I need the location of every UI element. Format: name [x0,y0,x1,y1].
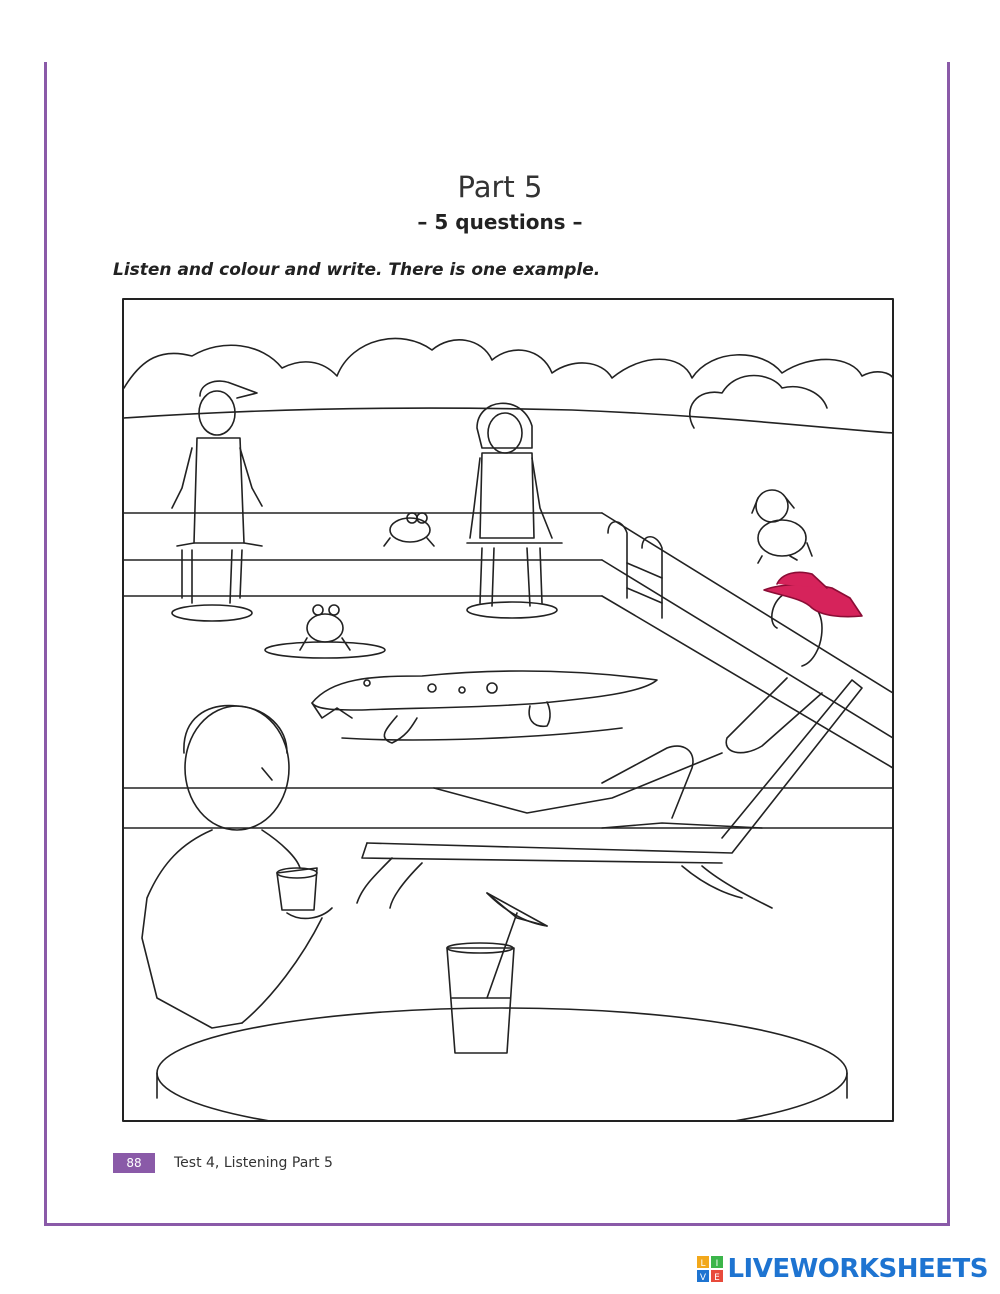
liveworksheets-logo-icon [697,1256,723,1282]
page-number-badge: 88 [113,1153,155,1173]
red-hat [764,584,862,616]
clouds [124,338,893,388]
frog-in-water [265,605,385,658]
logo-letter: E [714,1273,721,1282]
pool-scene-illustration[interactable] [122,298,894,1122]
logo-letter: V [700,1273,707,1282]
woman-on-lounger [357,593,862,908]
girl-sitting [467,403,562,618]
brand-name: LIVEWORKSHEETS [727,1254,988,1284]
back-fence-line [124,408,893,433]
drink-glass [447,893,547,1053]
boy-with-drink [142,706,332,1028]
instructions-text: Listen and colour and write. There is one example. [113,260,601,280]
table [157,1008,847,1122]
liveworksheets-brand[interactable] [697,1252,988,1286]
logo-letter: I [716,1259,719,1269]
boy-with-cap [172,381,262,621]
frog-on-edge [384,513,434,546]
footer-label: Test 4, Listening Part 5 [174,1155,333,1171]
part-title: Part 5 [457,170,543,204]
dog [752,490,812,563]
logo-letter: L [700,1259,706,1269]
part-subtitle: – 5 questions – [417,210,583,234]
crocodile [312,671,657,743]
